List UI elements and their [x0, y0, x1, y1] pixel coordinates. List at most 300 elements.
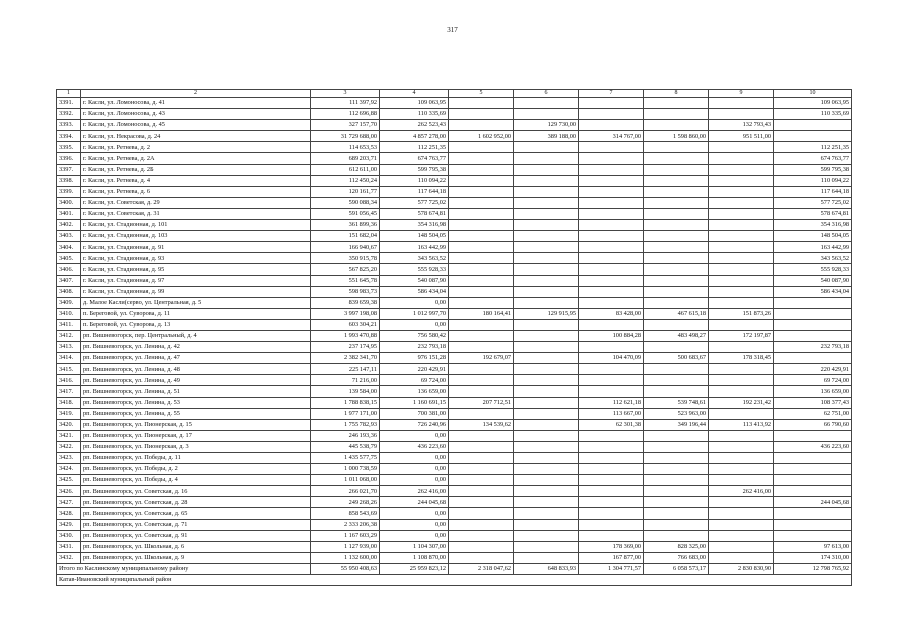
row-number-cell: 3426. — [57, 486, 81, 497]
amount-cell: 445 538,79 — [311, 441, 380, 452]
row-number-cell: 3399. — [57, 186, 81, 197]
amount-cell — [579, 453, 644, 464]
amount-cell: 756 580,42 — [380, 330, 449, 341]
amount-cell — [514, 364, 579, 375]
amount-cell: 766 683,00 — [644, 552, 709, 563]
amount-cell — [644, 464, 709, 475]
row-number-cell: 3412. — [57, 330, 81, 341]
total-cell: 2 318 047,62 — [449, 563, 514, 574]
table-row — [57, 519, 852, 530]
amount-cell — [709, 109, 774, 120]
amount-cell — [709, 441, 774, 452]
amount-cell — [644, 109, 709, 120]
amount-cell: 232 793,18 — [774, 342, 852, 353]
row-number-cell: 3425. — [57, 475, 81, 486]
amount-cell: 1 104 307,00 — [380, 541, 449, 552]
amount-cell: 343 563,52 — [380, 253, 449, 264]
amount-cell — [514, 408, 579, 419]
table-row — [57, 297, 852, 308]
table-row — [57, 486, 852, 497]
amount-cell: 108 377,43 — [774, 397, 852, 408]
row-number-cell: 3419. — [57, 408, 81, 419]
address-cell: г. Касли, ул. Стадионная, д. 101 — [81, 220, 311, 231]
column-header: 3 — [311, 90, 380, 98]
amount-cell: 314 767,00 — [579, 131, 644, 142]
amount-cell — [449, 342, 514, 353]
amount-cell — [514, 264, 579, 275]
table-row — [57, 98, 852, 109]
total-cell: 55 950 408,63 — [311, 563, 380, 574]
amount-cell: 66 790,60 — [774, 419, 852, 430]
amount-cell — [644, 208, 709, 219]
amount-cell: 436 223,60 — [774, 441, 852, 452]
amount-cell: 136 659,00 — [774, 386, 852, 397]
amount-cell — [774, 486, 852, 497]
amount-cell — [774, 453, 852, 464]
amount-cell — [579, 142, 644, 153]
table-row — [57, 419, 852, 430]
amount-cell — [514, 353, 579, 364]
address-cell: рп. Вишневогорск, ул. Школьная, д. 6 — [81, 541, 311, 552]
address-cell: рп. Вишневогорск, ул. Советская, д. 28 — [81, 497, 311, 508]
address-cell: г. Касли, ул. Стадионная, д. 97 — [81, 275, 311, 286]
amount-cell — [514, 231, 579, 242]
row-number-cell: 3394. — [57, 131, 81, 142]
amount-cell: 0,00 — [380, 519, 449, 530]
amount-cell: 31 729 688,00 — [311, 131, 380, 142]
amount-cell — [579, 186, 644, 197]
amount-cell — [449, 519, 514, 530]
amount-cell — [644, 453, 709, 464]
address-cell: рп. Вишневогорск, ул. Пионерская, д. 17 — [81, 430, 311, 441]
amount-cell — [449, 330, 514, 341]
amount-cell — [579, 275, 644, 286]
amount-cell — [514, 208, 579, 219]
amount-cell — [514, 386, 579, 397]
amount-cell — [644, 375, 709, 386]
row-number-cell: 3421. — [57, 430, 81, 441]
row-number-cell: 3408. — [57, 286, 81, 297]
amount-cell: 828 325,00 — [644, 541, 709, 552]
amount-cell — [709, 98, 774, 109]
amount-cell — [449, 253, 514, 264]
amount-cell: 1 108 870,00 — [380, 552, 449, 563]
amount-cell — [449, 208, 514, 219]
address-cell: г. Касли, ул. Ретнева, д. 4 — [81, 175, 311, 186]
amount-cell — [709, 552, 774, 563]
amount-cell — [709, 375, 774, 386]
table-row — [57, 386, 852, 397]
amount-cell: 539 748,61 — [644, 397, 709, 408]
amount-cell — [449, 464, 514, 475]
address-cell: г. Касли, ул. Ретнева, д. 6 — [81, 186, 311, 197]
table-row — [57, 308, 852, 319]
amount-cell: 361 899,36 — [311, 220, 380, 231]
amount-cell: 262 523,43 — [380, 120, 449, 131]
amount-cell — [449, 475, 514, 486]
amount-cell: 2 382 341,70 — [311, 353, 380, 364]
amount-cell — [709, 242, 774, 253]
table-row — [57, 364, 852, 375]
row-number-cell: 3403. — [57, 231, 81, 242]
amount-cell: 0,00 — [380, 508, 449, 519]
amount-cell: 220 429,91 — [774, 364, 852, 375]
amount-cell — [644, 153, 709, 164]
amount-cell — [514, 142, 579, 153]
amount-cell — [709, 508, 774, 519]
amount-cell: 132 793,43 — [709, 120, 774, 131]
amount-cell — [449, 264, 514, 275]
amount-cell: 111 397,92 — [311, 98, 380, 109]
amount-cell: 4 857 278,00 — [380, 131, 449, 142]
amount-cell — [579, 286, 644, 297]
amount-cell — [514, 508, 579, 519]
address-cell: г. Касли, ул. Стадионная, д. 99 — [81, 286, 311, 297]
table-row — [57, 197, 852, 208]
amount-cell: 1 435 577,75 — [311, 453, 380, 464]
amount-cell — [774, 519, 852, 530]
amount-cell — [709, 275, 774, 286]
amount-cell — [774, 330, 852, 341]
address-cell: рп. Вишневогорск, ул. Победы, д. 2 — [81, 464, 311, 475]
address-cell: д. Малое Касли(серво, ул. Центральная, д. 5 — [81, 297, 311, 308]
row-number-cell: 3407. — [57, 275, 81, 286]
amount-cell: 163 442,99 — [380, 242, 449, 253]
amount-cell: 612 611,00 — [311, 164, 380, 175]
amount-cell: 110 335,69 — [774, 109, 852, 120]
amount-cell — [709, 231, 774, 242]
table-row — [57, 253, 852, 264]
amount-cell: 0,00 — [380, 297, 449, 308]
amount-cell: 71 216,00 — [311, 375, 380, 386]
amount-cell — [579, 164, 644, 175]
total-cell: 25 959 823,12 — [380, 563, 449, 574]
amount-cell — [579, 530, 644, 541]
amount-cell — [709, 297, 774, 308]
amount-cell: 674 763,77 — [380, 153, 449, 164]
row-number-cell: 3420. — [57, 419, 81, 430]
amount-cell — [644, 508, 709, 519]
amount-cell: 839 659,38 — [311, 297, 380, 308]
amount-cell: 62 751,00 — [774, 408, 852, 419]
amount-cell — [579, 120, 644, 131]
amount-cell — [514, 453, 579, 464]
address-cell: г. Касли, ул. Ломоносова, д. 43 — [81, 109, 311, 120]
row-number-cell: 3423. — [57, 453, 81, 464]
amount-cell — [449, 386, 514, 397]
address-cell: г. Касли, ул. Советская, д. 29 — [81, 197, 311, 208]
amount-cell — [514, 186, 579, 197]
row-number-cell: 3410. — [57, 308, 81, 319]
amount-cell: 567 825,20 — [311, 264, 380, 275]
amount-cell — [514, 397, 579, 408]
amount-cell — [709, 264, 774, 275]
amount-cell: 172 197,87 — [709, 330, 774, 341]
amount-cell — [644, 220, 709, 231]
address-cell: рп. Вишневогорск, ул. Ленина, д. 51 — [81, 386, 311, 397]
amount-cell: 178 318,45 — [709, 353, 774, 364]
address-cell: г. Касли, ул. Ретнева, д. 2А — [81, 153, 311, 164]
amount-cell: 134 539,62 — [449, 419, 514, 430]
amount-cell — [709, 408, 774, 419]
address-cell: г. Касли, ул. Ретнева, д. 2 — [81, 142, 311, 153]
amount-cell: 555 928,33 — [774, 264, 852, 275]
amount-cell: 354 316,98 — [774, 220, 852, 231]
amount-cell — [644, 242, 709, 253]
column-number-row — [57, 90, 852, 98]
address-cell: рп. Вишневогорск, ул. Победы, д. 4 — [81, 475, 311, 486]
amount-cell: 577 725,02 — [380, 197, 449, 208]
address-cell: рп. Вишневогорск, ул. Советская, д. 16 — [81, 486, 311, 497]
total-cell: 2 830 830,90 — [709, 563, 774, 574]
table-row — [57, 186, 852, 197]
amount-cell — [579, 364, 644, 375]
amount-cell: 174 310,00 — [774, 552, 852, 563]
amount-cell — [709, 319, 774, 330]
amount-cell — [579, 475, 644, 486]
amount-cell — [709, 464, 774, 475]
amount-cell — [579, 253, 644, 264]
table-row — [57, 375, 852, 386]
table-row — [57, 430, 852, 441]
amount-cell: 109 063,95 — [380, 98, 449, 109]
amount-cell: 110 094,22 — [380, 175, 449, 186]
table-row — [57, 453, 852, 464]
amount-cell — [449, 98, 514, 109]
address-cell: рп. Вишневогорск, ул. Советская, д. 91 — [81, 530, 311, 541]
address-cell: рп. Вишневогорск, ул. Ленина, д. 48 — [81, 364, 311, 375]
amount-cell — [579, 242, 644, 253]
address-cell: рп. Вишневогорск, ул. Школьная, д. 9 — [81, 552, 311, 563]
amount-cell — [644, 297, 709, 308]
amount-cell: 114 653,53 — [311, 142, 380, 153]
amount-cell: 117 644,18 — [774, 186, 852, 197]
column-header: 8 — [644, 90, 709, 98]
amount-cell — [449, 497, 514, 508]
amount-cell — [449, 441, 514, 452]
row-number-cell: 3393. — [57, 120, 81, 131]
amount-cell: 113 667,00 — [579, 408, 644, 419]
amount-cell — [644, 319, 709, 330]
amount-cell — [579, 98, 644, 109]
total-row — [57, 563, 852, 574]
table-row — [57, 319, 852, 330]
amount-cell — [514, 330, 579, 341]
amount-cell: 237 174,95 — [311, 342, 380, 353]
amount-cell — [644, 175, 709, 186]
amount-cell — [709, 186, 774, 197]
column-header: 1 — [57, 90, 81, 98]
amount-cell — [709, 386, 774, 397]
address-cell: п. Береговой, ул. Суворова, д. 11 — [81, 308, 311, 319]
amount-cell — [579, 220, 644, 231]
row-number-cell: 3422. — [57, 441, 81, 452]
address-cell: рп. Вишневогорск, ул. Пионерская, д. 3 — [81, 441, 311, 452]
amount-cell: 249 268,26 — [311, 497, 380, 508]
row-number-cell: 3392. — [57, 109, 81, 120]
amount-cell — [449, 142, 514, 153]
amount-cell: 180 164,41 — [449, 308, 514, 319]
amount-cell — [514, 175, 579, 186]
amount-cell: 112 696,88 — [311, 109, 380, 120]
amount-cell: 591 056,45 — [311, 208, 380, 219]
row-number-cell: 3395. — [57, 142, 81, 153]
total-label: Итого по Каслинскому муниципальному району — [57, 563, 311, 574]
address-cell: рп. Вишневогорск, ул. Победы, д. 11 — [81, 453, 311, 464]
amount-cell — [709, 220, 774, 231]
total-cell: 6 058 573,17 — [644, 563, 709, 574]
amount-cell: 148 504,05 — [380, 231, 449, 242]
row-number-cell: 3397. — [57, 164, 81, 175]
amount-cell: 483 498,27 — [644, 330, 709, 341]
amount-cell: 262 416,00 — [380, 486, 449, 497]
amount-cell — [514, 286, 579, 297]
amount-cell — [644, 430, 709, 441]
amount-cell — [579, 197, 644, 208]
amount-cell — [709, 364, 774, 375]
amount-cell: 327 157,70 — [311, 120, 380, 131]
amount-cell — [579, 208, 644, 219]
amount-cell — [514, 153, 579, 164]
row-number-cell: 3402. — [57, 220, 81, 231]
amount-cell — [709, 342, 774, 353]
amount-cell: 266 021,70 — [311, 486, 380, 497]
amount-cell — [514, 297, 579, 308]
row-number-cell: 3411. — [57, 319, 81, 330]
amount-cell: 674 763,77 — [774, 153, 852, 164]
amount-cell: 523 963,00 — [644, 408, 709, 419]
row-number-cell: 3396. — [57, 153, 81, 164]
amount-cell: 858 543,69 — [311, 508, 380, 519]
amount-cell: 1 598 860,00 — [644, 131, 709, 142]
amount-cell — [579, 264, 644, 275]
amount-cell: 578 674,81 — [774, 208, 852, 219]
amount-cell: 599 795,38 — [380, 164, 449, 175]
address-cell: рп. Вишневогорск, ул. Ленина, д. 49 — [81, 375, 311, 386]
amount-cell: 599 795,38 — [774, 164, 852, 175]
amount-cell: 62 301,38 — [579, 419, 644, 430]
amount-cell: 578 674,81 — [380, 208, 449, 219]
row-number-cell: 3406. — [57, 264, 81, 275]
amount-cell: 350 915,78 — [311, 253, 380, 264]
amount-cell — [514, 530, 579, 541]
amount-cell — [644, 286, 709, 297]
amount-cell — [579, 297, 644, 308]
amount-cell — [774, 131, 852, 142]
address-cell: г. Касли, ул. Стадионная, д. 91 — [81, 242, 311, 253]
amount-cell — [579, 375, 644, 386]
amount-cell: 598 983,73 — [311, 286, 380, 297]
amount-cell — [449, 364, 514, 375]
row-number-cell: 3415. — [57, 364, 81, 375]
amount-cell — [449, 275, 514, 286]
row-number-cell: 3409. — [57, 297, 81, 308]
address-cell: рп. Вишневогорск, ул. Советская, д. 71 — [81, 519, 311, 530]
amount-cell: 1 160 691,15 — [380, 397, 449, 408]
amount-cell: 167 877,00 — [579, 552, 644, 563]
row-number-cell: 3416. — [57, 375, 81, 386]
table-body — [57, 98, 852, 564]
amount-cell: 689 203,71 — [311, 153, 380, 164]
amount-cell — [514, 109, 579, 120]
amount-cell — [449, 120, 514, 131]
amount-cell — [514, 375, 579, 386]
amount-cell — [644, 519, 709, 530]
table-row — [57, 475, 852, 486]
table-row — [57, 441, 852, 452]
amount-cell: 1 602 952,00 — [449, 131, 514, 142]
amount-cell: 500 683,67 — [644, 353, 709, 364]
amount-cell: 192 679,07 — [449, 353, 514, 364]
amount-cell — [774, 120, 852, 131]
amount-cell — [644, 386, 709, 397]
amount-cell — [709, 153, 774, 164]
amount-cell — [514, 242, 579, 253]
amount-cell: 700 381,00 — [380, 408, 449, 419]
amount-cell — [579, 153, 644, 164]
amount-cell: 69 724,00 — [774, 375, 852, 386]
amount-cell — [709, 197, 774, 208]
amount-cell — [709, 208, 774, 219]
amount-cell — [579, 386, 644, 397]
address-cell: рп. Вишневогорск, ул. Ленина, д. 53 — [81, 397, 311, 408]
amount-cell — [644, 120, 709, 131]
amount-cell — [449, 153, 514, 164]
amount-cell — [449, 186, 514, 197]
amount-cell — [514, 441, 579, 452]
amount-cell — [579, 109, 644, 120]
amount-cell — [449, 297, 514, 308]
row-number-cell: 3404. — [57, 242, 81, 253]
amount-cell: 192 231,42 — [709, 397, 774, 408]
amount-cell: 129 730,00 — [514, 120, 579, 131]
amount-cell: 244 045,68 — [380, 497, 449, 508]
amount-cell: 1 167 603,29 — [311, 530, 380, 541]
table-row — [57, 464, 852, 475]
row-number-cell: 3401. — [57, 208, 81, 219]
amount-cell: 577 725,02 — [774, 197, 852, 208]
amount-cell — [514, 419, 579, 430]
amount-cell: 551 645,78 — [311, 275, 380, 286]
amount-cell — [449, 375, 514, 386]
amount-cell — [579, 342, 644, 353]
amount-cell — [579, 519, 644, 530]
table-row — [57, 175, 852, 186]
address-cell: рп. Вишневогорск, ул. Ленина, д. 47 — [81, 353, 311, 364]
row-number-cell: 3418. — [57, 397, 81, 408]
table-row — [57, 164, 852, 175]
address-cell: г. Касли, ул. Ломоносова, д. 45 — [81, 120, 311, 131]
amount-cell: 540 087,90 — [774, 275, 852, 286]
amount-cell: 83 428,00 — [579, 308, 644, 319]
table-row — [57, 397, 852, 408]
address-cell: г. Касли, ул. Стадионная, д. 93 — [81, 253, 311, 264]
amount-cell — [644, 497, 709, 508]
amount-cell: 1 993 470,88 — [311, 330, 380, 341]
address-cell: г. Касли, ул. Советская, д. 31 — [81, 208, 311, 219]
amount-cell — [644, 264, 709, 275]
amount-cell — [449, 286, 514, 297]
row-number-cell: 3398. — [57, 175, 81, 186]
amount-cell: 262 416,00 — [709, 486, 774, 497]
amount-cell: 100 884,28 — [579, 330, 644, 341]
amount-cell — [514, 220, 579, 231]
row-number-cell: 3432. — [57, 552, 81, 563]
amount-cell — [644, 186, 709, 197]
amount-cell — [514, 486, 579, 497]
amount-cell: 109 063,95 — [774, 98, 852, 109]
row-number-cell: 3414. — [57, 353, 81, 364]
